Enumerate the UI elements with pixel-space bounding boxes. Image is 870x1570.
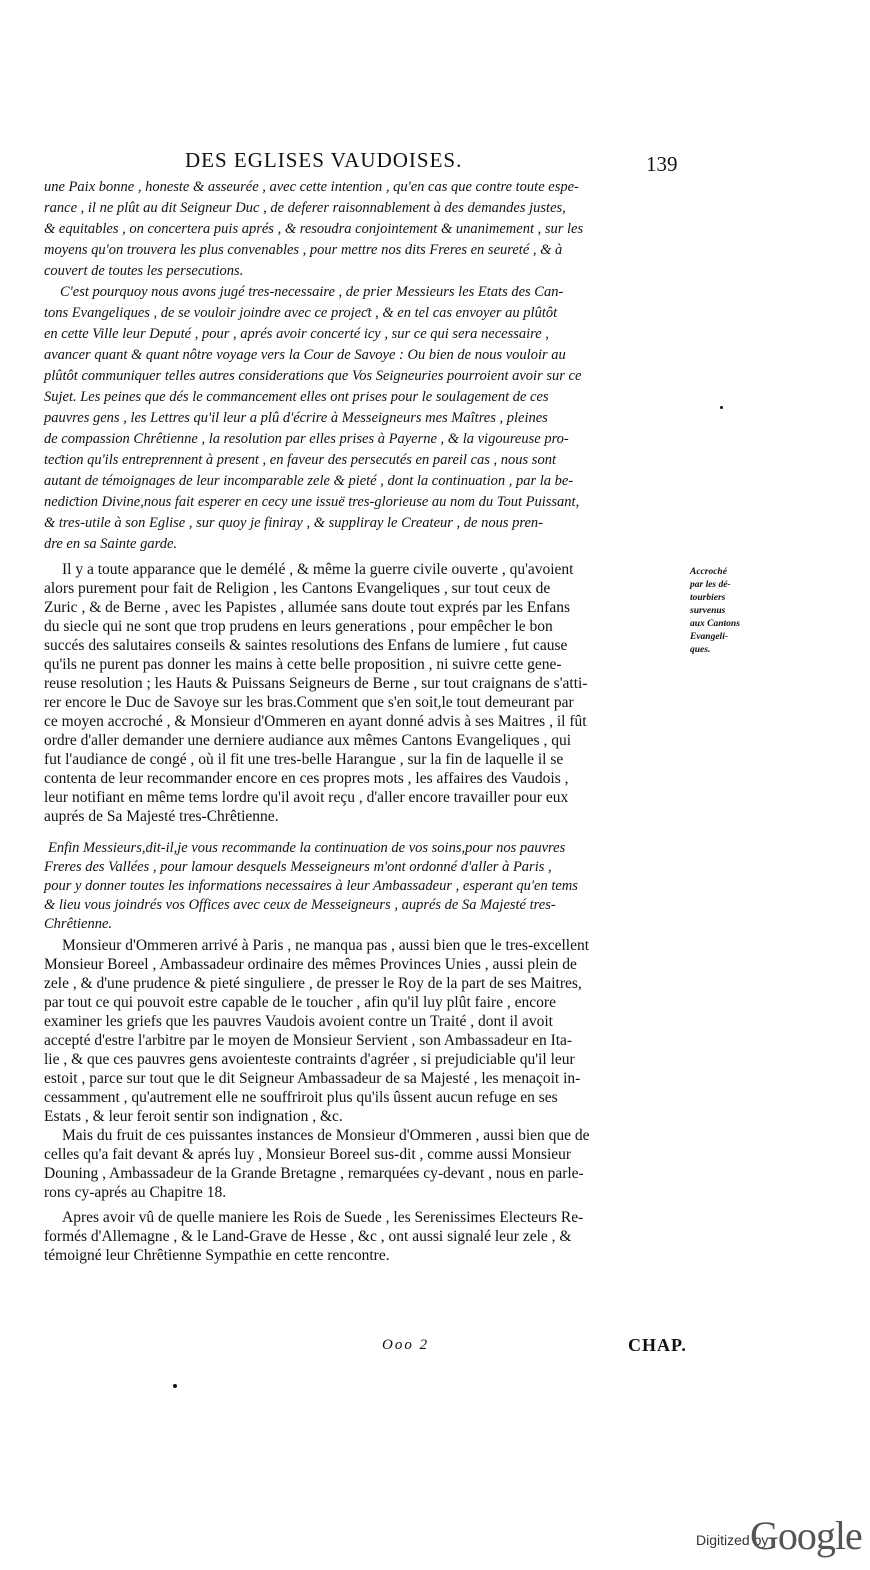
text-line: pour y donner toutes les informations necessaires à leur Ambassadeur , esperant qu'en tems bbox=[44, 878, 578, 894]
text-line: cessamment , qu'autrement elle ne souffriroit plus qu'ils ûssent aucun refuge en ses bbox=[44, 1089, 558, 1106]
text-line: C'est pourquoy nous avons jugé tres-necessaire , de prier Messieurs les Etats des Can- bbox=[60, 284, 564, 300]
text-line: avancer quant & quant nôtre voyage vers la Cour de Savoye : Ou bien de nous vouloir au bbox=[44, 347, 566, 363]
text-line: pauvres gens , les Lettres qu'il leur a plû d'écrire à Messeigneurs mes Maîtres , pleines bbox=[44, 410, 548, 426]
text-line: Enfin Messieurs,dit-il,je vous recommande la continuation de vos soins,pour nos pauvres bbox=[48, 840, 566, 856]
page-number: 139 bbox=[646, 152, 678, 176]
text-line: & equitables , on concertera puis aprés , & resoudra conjointement & unanimement , sur les bbox=[44, 221, 584, 237]
text-line: de compassion Chrêtienne , la resolution par elles prises à Payerne , & la vigoureuse pro- bbox=[44, 431, 569, 447]
text-line: leur notifiant en même tems lordre qu'il avoit reçu , d'aller encore travailler pour eux bbox=[44, 789, 569, 806]
text-line: examiner les griefs que les pauvres Vaudois avoient contre un Traité , dont il avoit bbox=[44, 1013, 553, 1030]
text-line: Freres des Vallées , pour lamour desquels Messeigneurs m'ont ordonné d'aller à Paris , bbox=[44, 859, 552, 875]
text-line: zele , & d'une prudence & pieté singuliere , de presser le Roy de la part de ses Maitres, bbox=[44, 975, 582, 992]
text-line: plûtôt communiquer telles autres considerations que Vos Seigneuries pourroient avoir sur ce bbox=[44, 368, 582, 384]
text-line: Il y a toute apparance que le demélé , & même la guerre civile ouverte , qu'avoient bbox=[62, 561, 574, 578]
text-line: qu'ils ne purent pas donner les mains à cette belle proposition , ni suivre cette gene- bbox=[44, 656, 562, 673]
text-line: teƈtion qu'ils entreprennent à present , en faveur des persecutés en pareil cas , nous sont bbox=[44, 452, 556, 468]
signature-mark: Ooo 2 bbox=[382, 1337, 430, 1353]
text-line: formés d'Allemagne , & le Land-Grave de Hesse , &c , ont aussi signalé leur zele , & bbox=[44, 1228, 572, 1245]
text-line: par tout ce qui pouvoit estre capable de le toucher , afin qu'il luy plût faire , encore bbox=[44, 994, 556, 1011]
text-line: ce moyen accroché , & Monsieur d'Ommeren en ayant donné advis à ses Maitres , il fût bbox=[44, 713, 587, 730]
text-line: fut l'audiance de congé , où il fit une tres-belle Harangue , sur la fin de laquelle il se bbox=[44, 751, 564, 768]
catchword: CHAP. bbox=[628, 1335, 687, 1355]
text-line: Zuric , & de Berne , avec les Papistes , allumée sans doute tout exprés par les Enfans bbox=[44, 599, 570, 616]
margin-note-line: Evangeli- bbox=[690, 632, 728, 642]
text-line: Monsieur Boreel , Ambassadeur ordinaire des mêmes Provinces Unies , aussi plein de bbox=[44, 956, 577, 973]
text-line: autant de témoignages de leur incomparable zele & pieté , dont la continuation , par la be- bbox=[44, 473, 574, 489]
ink-speck bbox=[173, 1384, 177, 1388]
ink-speck bbox=[720, 406, 723, 409]
text-line: du siecle qui ne sont que trop prudens en leurs generations , pour empêcher le bon bbox=[44, 618, 553, 635]
text-line: & lieu vous joindrés vos Offices avec ceux de Messeigneurs , auprés de Sa Majesté tres- bbox=[44, 897, 556, 913]
margin-note bbox=[690, 566, 770, 657]
text-line: rer encore le Duc de Savoye sur les bras.Comment que s'en soit,le tout demeurant par bbox=[44, 694, 574, 711]
text-line: accepté d'estre l'arbitre par le moyen de Monsieur Servient , son Ambassadeur en Ita- bbox=[44, 1032, 573, 1049]
text-line: Apres avoir vû de quelle maniere les Rois de Suede , les Serenissimes Electeurs Re- bbox=[62, 1209, 584, 1226]
text-line: témoigné leur Chrêtienne Sympathie en cette rencontre. bbox=[44, 1247, 390, 1264]
text-line: moyens qu'on trouvera les plus convenables , pour mettre nos dits Freres en seureté , & à bbox=[44, 242, 563, 258]
text-line: celles qu'a fait devant & aprés luy , Monsieur Boreel sus-dit , comme aussi Monsieur bbox=[44, 1146, 572, 1163]
text-line: rance , il ne plût au dit Seigneur Duc , de deferer raisonnablement à des demandes justes, bbox=[44, 200, 566, 216]
text-line: & tres-utile à son Eglise , sur quoy je finiray , & suppliray le Createur , de nous pren- bbox=[44, 515, 543, 531]
text-line: rons cy-aprés au Chapitre 18. bbox=[44, 1184, 227, 1201]
text-line: Sujet. Les peines que dés le commancement elles ont prises pour le soulagement de ces bbox=[44, 389, 549, 405]
text-line: Monsieur d'Ommeren arrivé à Paris , ne manqua pas , aussi bien que le tres-excellent bbox=[62, 937, 590, 954]
text-line: dre en sa Sainte garde. bbox=[44, 536, 178, 552]
margin-note-line: Accroché bbox=[690, 567, 727, 577]
text-line: Estats , & leur feroit sentir son indignation , &c. bbox=[44, 1108, 343, 1125]
margin-note-line: survenus bbox=[690, 606, 726, 616]
text-line: une Paix bonne , honeste & asseurée , avec cette intention , qu'en cas que contre toute espe- bbox=[44, 179, 579, 195]
text-line: succés des salutaires conseils & saintes resolutions des Enfans de lumiere , fut cause bbox=[44, 637, 568, 654]
margin-note-line: tourbiers bbox=[690, 593, 726, 603]
text-line: lie , & que ces pauvres gens avoienteste contraints d'agréer , si prejudiciable qu'il leur bbox=[44, 1051, 575, 1068]
text-line: reuse resolution ; les Hauts & Puissans Seigneurs de Berne , sur tout craignans de s'atti- bbox=[44, 675, 588, 692]
text-line: alors purement pour fait de Religion , les Cantons Evangeliques , sur tout ceux de bbox=[44, 580, 551, 597]
text-line: couvert de toutes les persecutions. bbox=[44, 263, 244, 279]
digitized-by-label: Digitized by bbox=[696, 1532, 769, 1548]
margin-note-line: par les dé- bbox=[690, 580, 731, 590]
running-title: DES EGLISES VAUDOISES. bbox=[185, 148, 463, 172]
text-line: auprés de Sa Majesté tres-Chrêtienne. bbox=[44, 808, 279, 825]
text-line: ordre d'aller demander une derniere audiance aux mêmes Cantons Evangeliques , qui bbox=[44, 732, 572, 749]
text-line: en cette Ville leur Deputé , pour , aprés avoir concerté icy , sur ce qui sera necessaire , bbox=[44, 326, 549, 342]
text-line: Douning , Ambassadeur de la Grande Bretagne , remarquées cy-devant , nous en parle- bbox=[44, 1165, 584, 1182]
text-line: Mais du fruit de ces puissantes instances de Monsieur d'Ommeren , aussi bien que de bbox=[62, 1127, 590, 1144]
google-logo: Google bbox=[750, 1513, 862, 1558]
margin-note-line: ques. bbox=[690, 645, 711, 655]
text-line: nediƈtion Divine,nous fait esperer en cecy une issuë tres-glorieuse au nom du Tout Puissant, bbox=[44, 494, 580, 510]
text-line: contenta de leur recommander encore en ces propres mots , les affaires des Vaudois , bbox=[44, 770, 569, 787]
text-line: estoit , parce sur tout que le dit Seigneur Ambassadeur de sa Majesté , les menaçoit in- bbox=[44, 1070, 581, 1087]
margin-note-line: aux Cantons bbox=[690, 619, 740, 629]
text-line: tons Evangeliques , de se vouloir joindre avec ce projeƈt , & en tel cas envoyer au plûtôt bbox=[44, 305, 558, 321]
text-line: Chrêtienne. bbox=[44, 916, 113, 932]
